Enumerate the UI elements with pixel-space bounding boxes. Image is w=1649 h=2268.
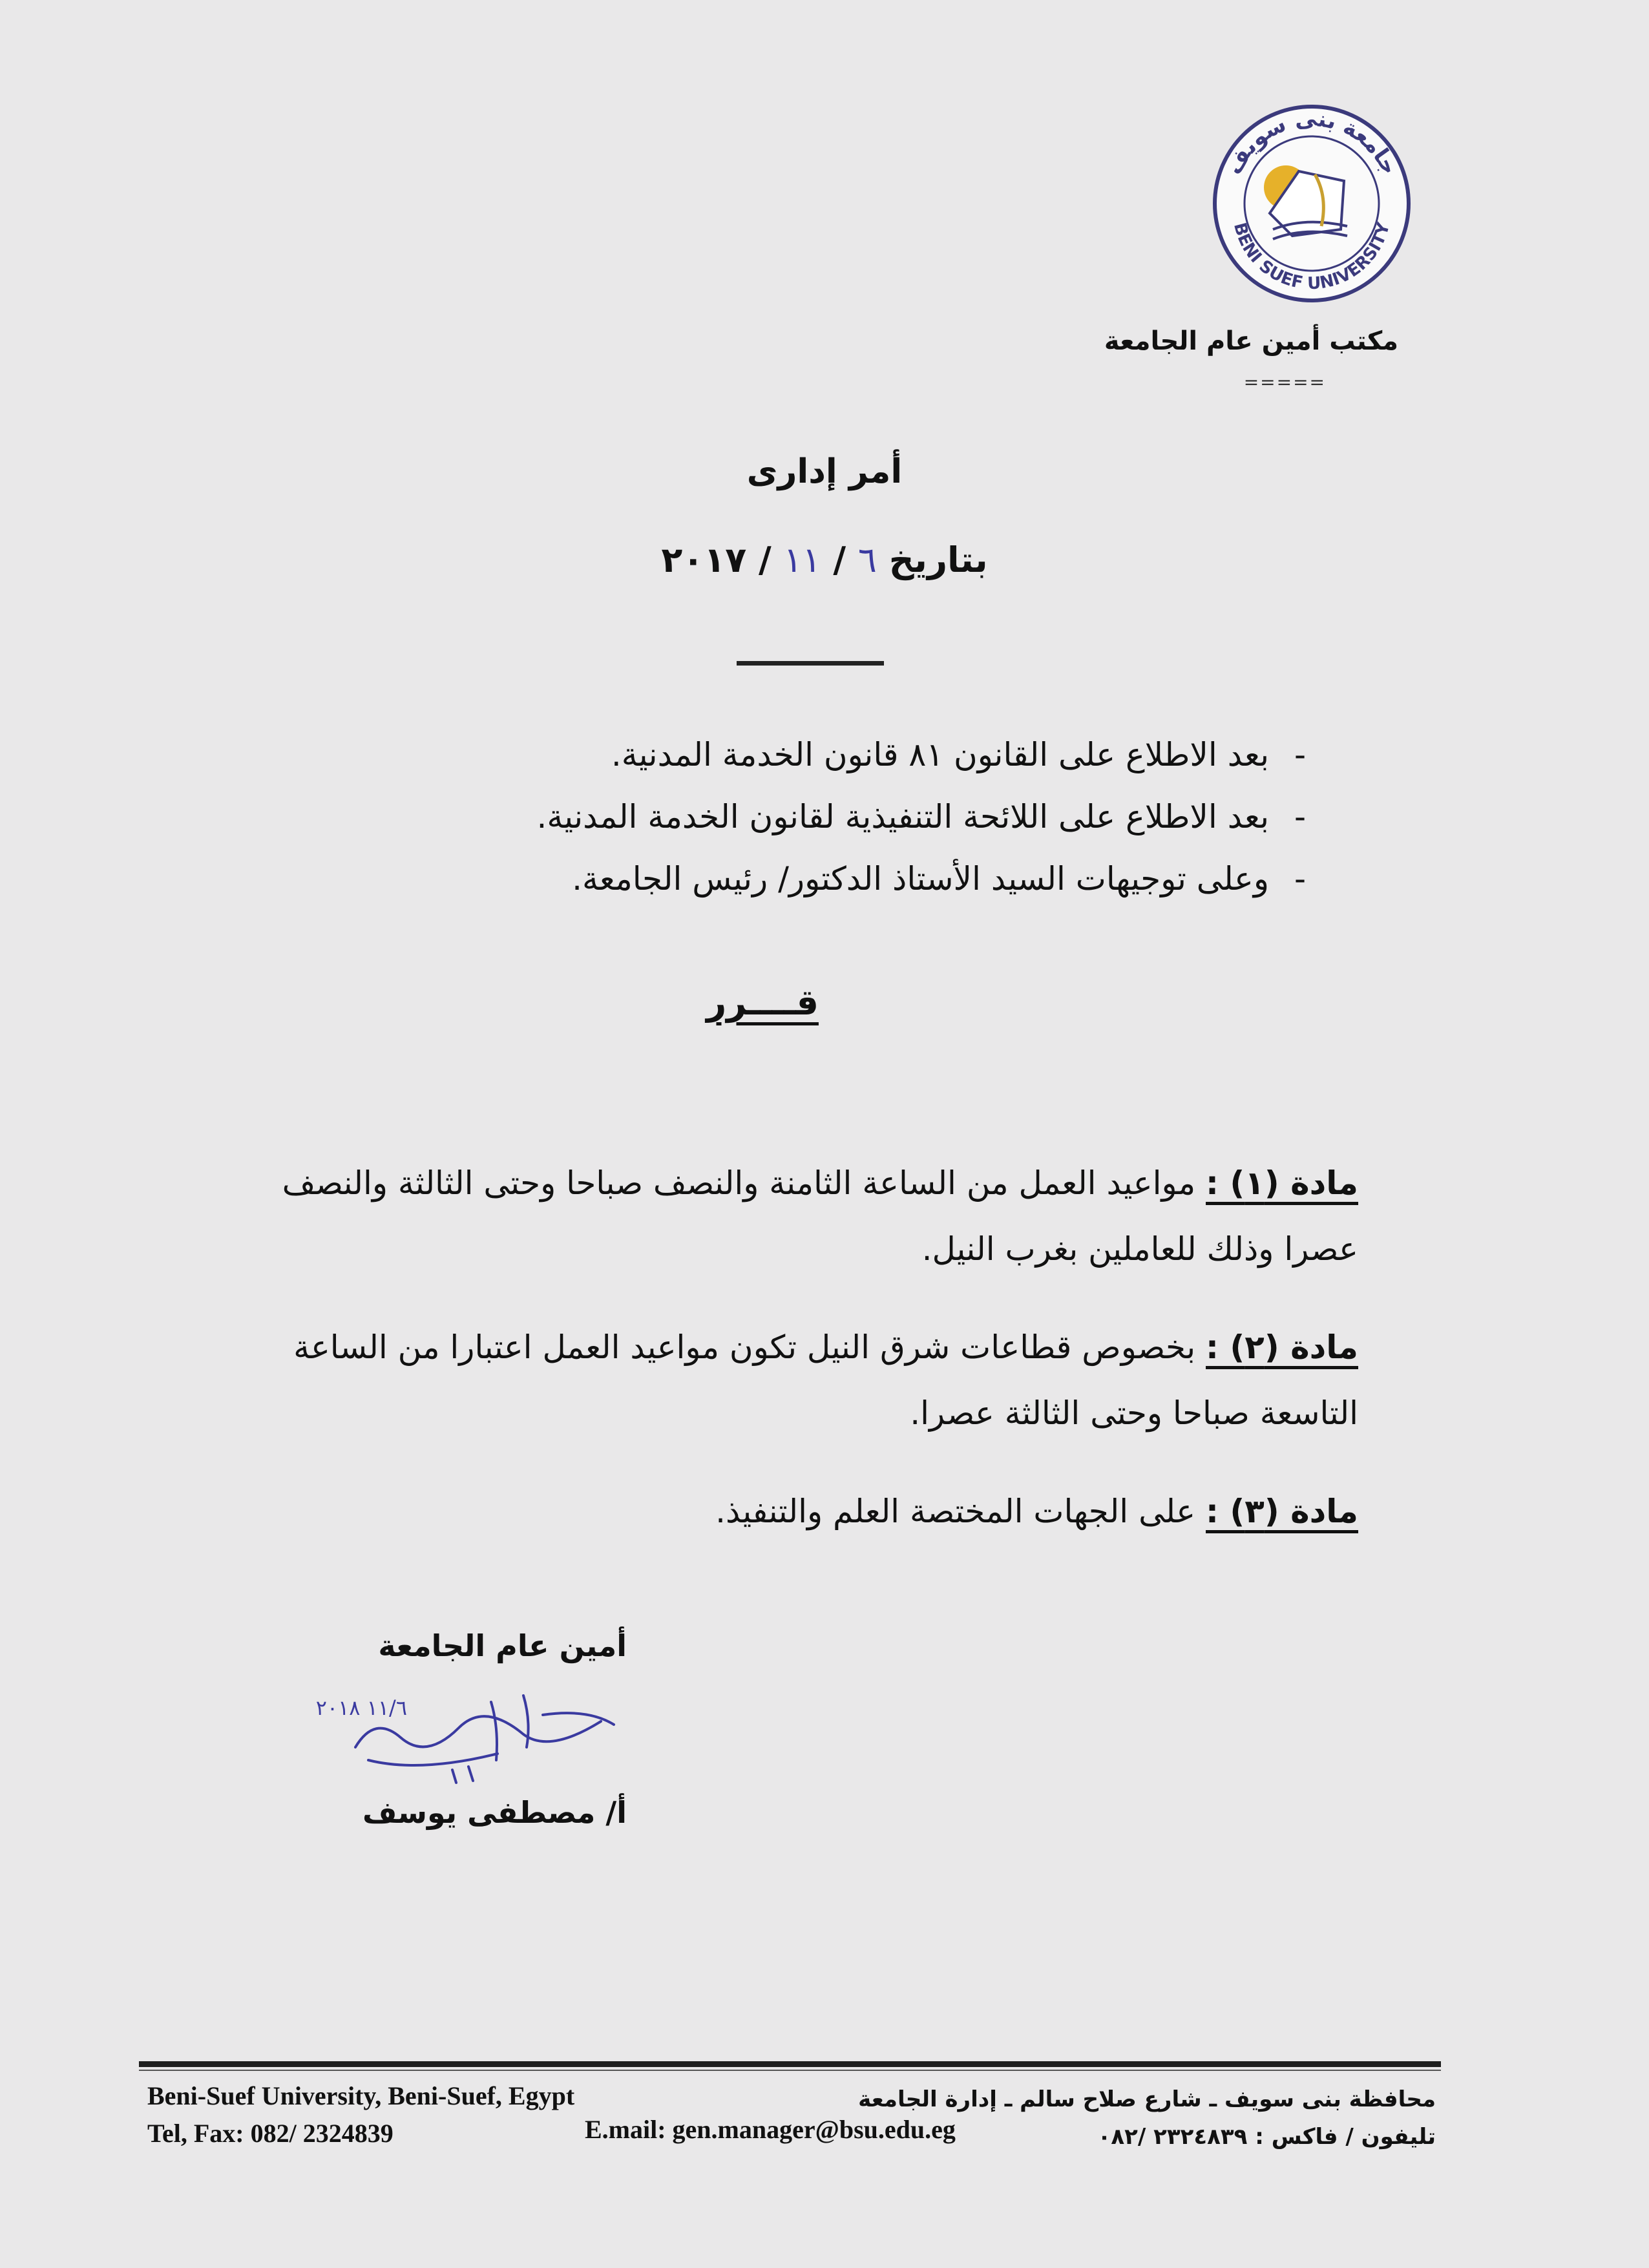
date-prefix: بتاريخ <box>888 540 988 580</box>
preamble-item <box>344 848 1313 910</box>
article-label: مادة (١) : <box>1206 1164 1358 1202</box>
article-1 <box>260 1150 1358 1282</box>
article-text: بخصوص قطاعات شرق النيل تكون مواعيد العمل اعتبارا من الساعة التاسعة صباحا وحتى الثالثة عصرا. <box>293 1328 1358 1432</box>
footer-arabic <box>854 2081 1436 2156</box>
footer-divider-thin <box>139 2070 1441 2071</box>
date-separator: / <box>833 540 846 580</box>
footer-address-en: Beni-Suef University, Beni-Suef, Egypt <box>147 2081 575 2110</box>
logo-arabic-text: جامعة بنى سويف <box>1221 105 1403 179</box>
preamble-text: بعد الاطلاع على اللائحة التنفيذية لقانون الخدمة المدنية. <box>536 798 1269 835</box>
preamble-text: بعد الاطلاع على القانون ٨١ قانون الخدمة المدنية. <box>611 736 1269 773</box>
bullet-dash: - <box>1294 798 1307 835</box>
date-day: ٦ <box>857 540 877 580</box>
footer-email: E.mail: gen.manager@bsu.edu.eg <box>585 2115 956 2144</box>
footer-address-ar: محافظة بنى سويف ـ شارع صلاح سالم ـ إدارة الجامعة <box>858 2086 1436 2112</box>
signatory-title: أمين عام الجامعة <box>378 1628 627 1663</box>
office-underline: ===== <box>1243 372 1326 393</box>
article-2 <box>260 1314 1358 1446</box>
date-month: ١١ <box>783 540 821 580</box>
article-3 <box>260 1478 1358 1544</box>
date-separator: / <box>759 540 772 580</box>
preamble-item <box>344 724 1313 786</box>
title-divider <box>737 661 884 666</box>
footer-tel-en: Tel, Fax: 082/ 2324839 <box>147 2119 394 2148</box>
handwritten-signature <box>315 1676 627 1786</box>
bullet-dash: - <box>1294 736 1307 773</box>
decree-heading: قــــرر <box>706 982 819 1023</box>
article-text: على الجهات المختصة العلم والتنفيذ. <box>715 1493 1206 1530</box>
articles-list <box>260 1150 1358 1577</box>
date-year: ٢٠١٧ <box>661 540 747 580</box>
university-logo <box>1208 100 1415 307</box>
bullet-dash: - <box>1294 860 1307 898</box>
article-label: مادة (٣) : <box>1206 1493 1358 1530</box>
article-label: مادة (٢) : <box>1206 1328 1358 1366</box>
footer-divider <box>139 2061 1441 2067</box>
office-heading: مكتب أمين عام الجامعة <box>1104 326 1398 356</box>
article-text: مواعيد العمل من الساعة الثامنة والنصف صباحا وحتى الثالثة والنصف عصرا وذلك للعاملين بغرب النيل. <box>282 1164 1358 1268</box>
preamble-list <box>344 724 1313 910</box>
page-title: أمر إدارى <box>746 452 903 491</box>
preamble-text: وعلى توجيهات السيد الأستاذ الدكتور/ رئيس الجامعة. <box>572 860 1269 898</box>
signature-date-note: ١١/٦ ٢٠١٨ <box>315 1696 407 1720</box>
preamble-item <box>344 786 1313 848</box>
footer-tel-ar: تليفون / فاكس : ٢٣٢٤٨٣٩ /٠٨٢ <box>1097 2124 1436 2150</box>
logo-english-text: BENI SUEF UNIVERSITY <box>1229 220 1394 294</box>
order-date <box>566 540 1083 580</box>
signature-block <box>291 1628 627 1830</box>
signatory-name: أ/ مصطفى يوسف <box>362 1795 627 1830</box>
